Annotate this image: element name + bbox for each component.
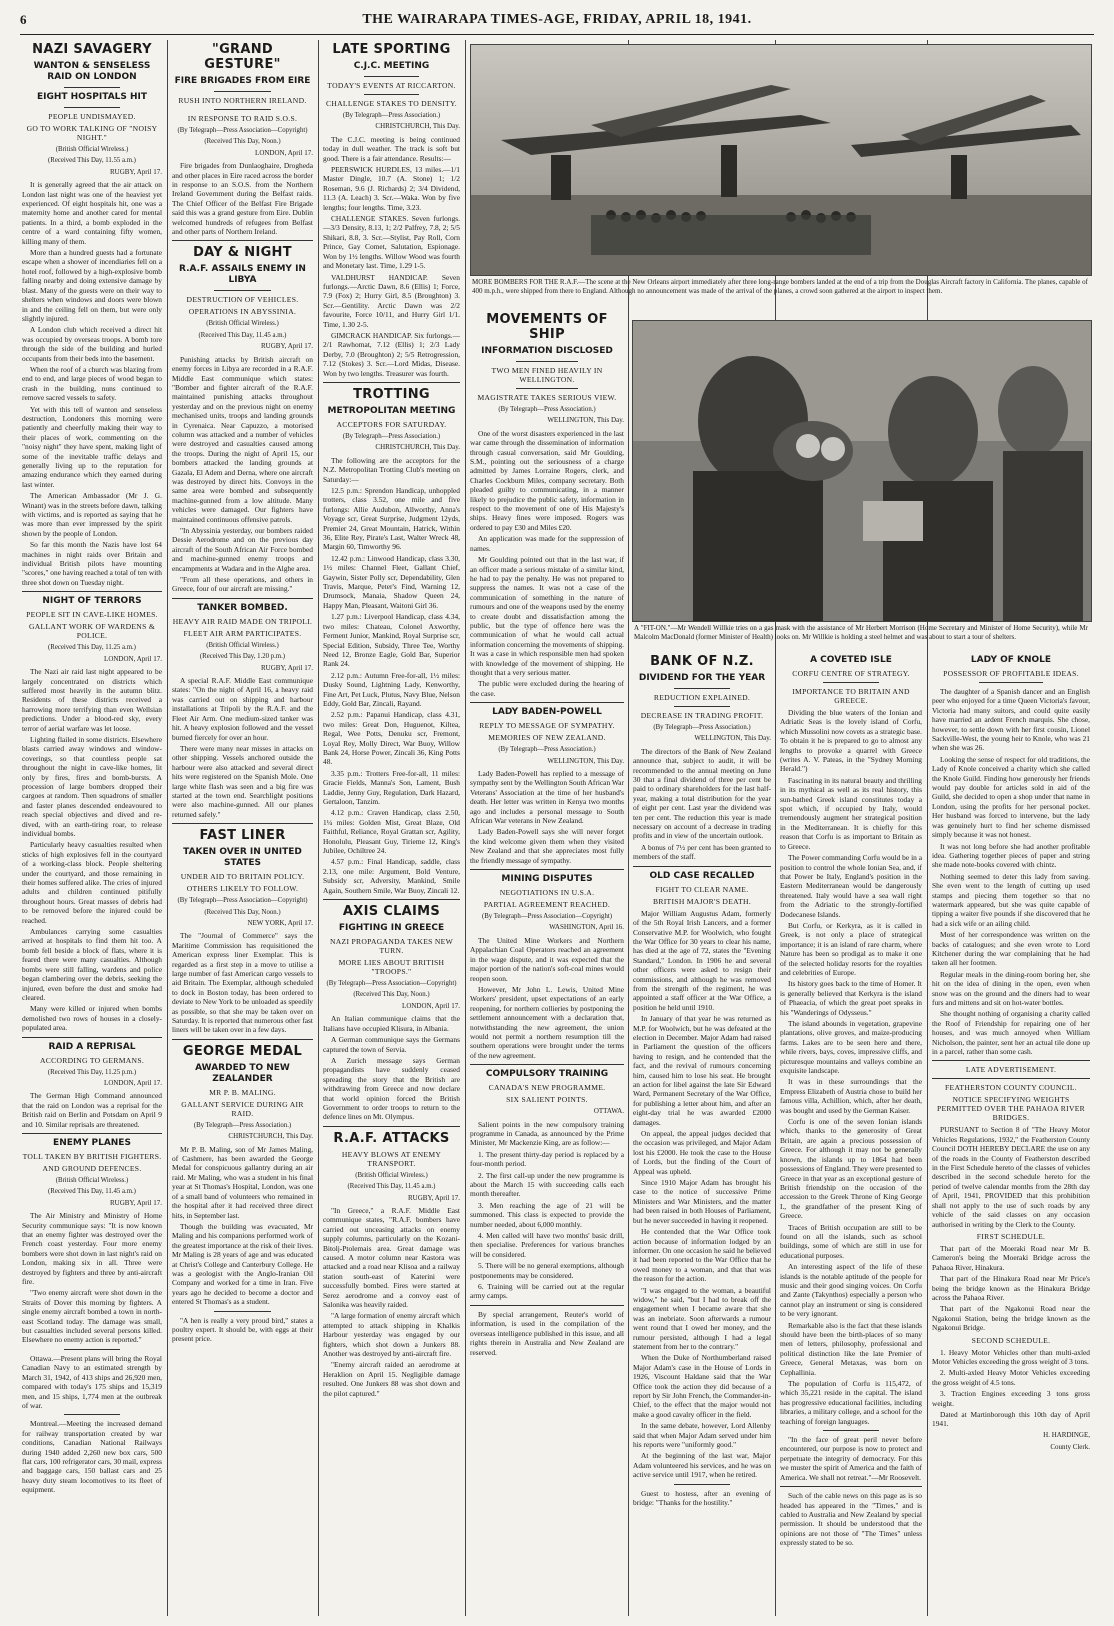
subhead: C.J.C. MEETING [353,61,430,71]
dateline: (Received This Day, 11.45 a.m.) [347,1183,436,1191]
paragraph: A Zurich message says German propagandists have suddenly ceased spreading the story that the British are withdrawing from Greece and now declare that world opinion forced the British Government to order troops to return to the defence lines on Mt. Olympus. [323,1055,460,1122]
column-5 [633,652,771,1616]
column-4 [470,310,624,1616]
dateline: RUGBY, April 17. [261,342,313,351]
paragraph: 3.35 p.m.: Trotters Free-for-all, 11 miles: Gracie Fields, Manna's Son, Lament, Bush Laddie, Jenny Guy, Regulation, Dark Hazard, Gertaloon, Tanzim. [323,768,460,806]
subhead: NAZI PROPAGANDA TAKES NEW TURN. [329,937,454,956]
subhead: HEAVY BLOWS AT ENEMY TRANSPORT. [341,1149,442,1168]
paragraph: An application was made for the suppression of names. [470,534,624,553]
dateline: (By Telegraph—Press Association—Copyright) [481,913,613,921]
paragraph: Corfu is one of the seven Ionian islands which, thanks to the generosity of Great Britain, are again a precious possession of Greece. For although it may not be generally known, the islands up to 1864 had been possessions of England. They were presented to Greece in that year as an exceptional gesture of British friendship on the occasion of the accession to the Greek Throne of King George I., the grandfather of the present King of Greece. [780,1117,922,1221]
paragraph: "A large formation of enemy aircraft which attempted to attack shipping in Khalkis Harbour yesterday was engaged by our fighters, which shot down a Junkers 88. Another was destroyed by anti-aircraft fire. [323,1311,460,1359]
footnote: By special arrangement, Reuter's world of information, is used in the compilation of the overseas intelligence published in this issue, and all rights therein in Australia and New Zealand are reserved. [470,1309,624,1357]
subhead: METROPOLITAN MEETING [327,405,456,416]
subhead: TOLL TAKEN BY BRITISH FIGHTERS. [22,1151,162,1161]
headline-tanker-bombed: TANKER BOMBED. [197,602,288,613]
paragraph: "In Greece," a R.A.F. Middle East communique states, "R.A.F. bombers have carried out unceasing attacks on enemy supply columns, particularly on the Kozani-Bitolj-Ptolemais area. Great damage was caused. A motor column near Kastora was attacked and a road near Klisoa and a railway station south-east of Katerini were successfully bombed. Fires were started at Serez aerodrome and a convoy east of Salonika was heavily raided. [323,1205,460,1310]
subhead: INFORMATION DISCLOSED [481,346,613,356]
paragraph: Its history goes back to the time of Homer. It is generally believed that Kerkyra is the island of Phaeacia, of which the great poet speaks in his "Wanderings of Odysseus." [780,979,922,1017]
paragraph: Lighting flailed in some districts. Elsewhere blasts carried away windows and window-coverings, so that countless people sat throughout the night in cave-like homes, lit only by fires, fires and bomb-bursts. A procession of large bombers dropped their cargoes at random. Then squadrons of smaller and faster planes descended endeavoured to reach special objectives and dived and re-dived, with an earth-tiring roar, to release individual bombs. [22,734,162,838]
paragraph: In the same debate, however, Lord Allenby said that when Major Adam served under him his reports were "uniformly good." [633,1421,771,1450]
subhead: IMPORTANCE TO BRITAIN AND GREECE. [792,687,910,705]
paragraph: A bonus of 7½ per cent has been granted to members of the staff. [633,842,771,862]
paragraph: Though the building was evacuated, Mr Maling and his companions performed work of the greatest importance at the risk of their lives. Mr Maling is 28 years of age and was educated at Christ's College and Canterbury College. He was a geologist with the Anglo-Iranian Oil Company and worked for a time in Iran. Five years ago he decided to become a doctor and entered St Thomas's as a student. [172,1221,313,1307]
paragraph: 12.5 p.m.: Sprendon Handicap, unhoppled trotters, class 3.52, one mile and five furlongs: Allie Audubon, Allworthy, Anna's Voyage scr, Great Surprise, Judgment 12yds, Premier 24, Great Mountain, Hatrick, Within 36, Elite Rey, Pirate's Last, Walter Wreck 48, Margin 60, Timworthy 96. [323,486,460,552]
paragraph: An Italian communique claims that the Italians have occupied Klisura, in Albania. [323,1014,460,1033]
paragraph: A special R.A.F. Middle East communique states: "On the night of April 16, a heavy raid was carried out on shipping and harbour installations at Tripoli by the R.A.F. and the Fleet Air Arm. One medium-sized tanker was hit. A heavy explosion followed and the vessel burned fiercely for over an hour. [172,676,313,742]
subhead: GALLANT WORK OF WARDENS & POLICE. [28,622,156,641]
dateline: LONDON, April 17. [402,1001,460,1010]
dateline: CHRISTCHURCH, This Day. [375,443,460,452]
paragraph: 4.12 p.m.: Craven Handicap, class 2.50, 1¼ miles: Golden Mist, Great Blaze, Old Faithful, Reliance, Royal Grattan scr, Agility, Honolulu, Pleasant Guy, Tirieme 12, King's Jubilee, Ochiltree 24. [323,808,460,856]
race-result: GIMCRACK HANDICAP. Six furlongs.—2/1 Rawhomat, 7.12 (Ellis) 1; 2/3 Lady Derby, 7.0 (Broughton) 2; 5/5 Retrogression, 7.12 (Stokes) 3. Scr.—Lord Midas, Disease. Won by two lengths. Treasurer was fourth. [323,330,460,378]
paragraph: He contended that the War Office took action because of information lodged by an informer. On one occasion he said he believed it had been reported to the War Office that he owed money to a woman, and that that was the reason for the action. [633,1227,771,1284]
dateline: LONDON, April 17. [104,1078,162,1087]
headline-george-medal: GEORGE MEDAL [182,1043,303,1059]
paragraph: "I was engaged to the woman, a beautiful widow," he said, "but I had to break off the engagement when I became aware that she was an inebriate. Soon afterwards a rumour went round that I owed her money, and the rumour persisted, although I had a legal statement from her to the contrary." [633,1285,771,1351]
paragraph: Lady Baden-Powell has replied to a message of sympathy sent by the Wellington South African War Veterans' Association at the time of her husband's death. Her letter was written in Kenya two months ago and includes a personal message to South African War veterans in New Zealand. [470,769,624,826]
paragraph: But Corfu, or Kerkyra, as it is called in Greek, is not only a place of strategical importance; it is an island of rare charm, where Nature has been so prodigal as to make it one of the selected holiday resorts for the royalties and celebrities of Europe. [780,920,922,977]
column-1 [22,40,162,1616]
subhead: NEGOTIATIONS IN U.S.A. [499,888,595,898]
subhead: OTHERS LIKELY TO FOLLOW. [186,884,299,894]
paragraph: 4.57 p.m.: Final Handicap, saddle, class 2.13, one mile: Argument, Bold Venture, Subsidy scr, Adversity, Mankind, Smile Again, Southern Smile, War Buoy, Zincali 12. [323,857,460,895]
paragraph: However, Mr John L. Lewis, United Mine Workers' president, upset expectations of an early reopening, for northern collieries by postponing the settlement announcement with a declaration that, notwithstanding the new agreement, the union would not permit a northern resumption till the southern operations were brought under the terms of the new agreement. [470,984,624,1060]
paragraph: That part of the Hinakura Road near Mr Price's being the bridge known as the Hinakura Bridge across the Pahaoa River. [932,1274,1090,1302]
headline-nazi-savagery: NAZI SAVAGERY [32,42,152,57]
paragraph: 4. Men called will have two months' basic drill, then specialise. Preferences for various branches will be considered. [470,1231,624,1259]
headline-day-and-night: DAY & NIGHT [193,245,292,261]
dateline: NEW YORK, April 17. [247,918,313,927]
notice-title: FEATHERSTON COUNTY COUNCIL. [945,1083,1077,1093]
paragraph: 1. The present thirty-day period is replaced by a four-month period. [470,1149,624,1169]
subhead: FLEET AIR ARM PARTICIPATES. [183,628,302,638]
subhead: GALLANT SERVICE DURING AIR RAID. [181,1099,304,1118]
dateline: (Received This Day, Noon.) [353,991,430,999]
paragraph: In January of that year he was returned as M.P. for Woolwich, but he was defeated at the election in December. Major Adam had raised in Parliament the question of the officers having to resign, and he contended that the fact, and the revival of rumours concerning him, caused him to lose his seat. He brought an action for libel against the late Sir Edward Ward, Permanent Secretary of the War Office, for publishing a letter about him, and after an eight-day trial he was awarded £2000 damages. [633,1014,771,1127]
paragraph: The island abounds in vegetation, grapevine plantations, olive groves, and maize-producing farms. Lakes are to be seen here and there, while rivers, bays, coves, impressive cliffs, and picturesque mountains and valleys combine an exquisite landscape. [780,1019,922,1076]
subhead: R.A.F. ASSAILS ENEMY IN LIBYA [179,264,306,286]
headline-night-of-terrors: NIGHT OF TERRORS [42,596,142,607]
subhead: CANADA'S NEW PROGRAMME. [488,1083,606,1093]
paragraph: Mr P. B. Maling, son of Mr James Maling, of Cashmere, has been awarded the George Medal for conspicuous gallantry during an air raid. Mr Maling, who was a student in his final year at St Thomas's Hospital, London, was one of a small band of volunteers who remained in the hospital after it had received three direct hits, in September last. [172,1144,313,1220]
late-advertisement-label: LATE ADVERTISEMENT. [965,1065,1057,1075]
headline-enemy-planes: ENEMY PLANES [53,1137,131,1148]
race-result: VALDHURST HANDICAP. Seven furlongs.—Arctic Dawn, 8.6 (Ellis) 1; Force, 7.9 (Fox) 2; Hurry Girl, 8.5 (Broughton) 3. Scr.—Gentility. Arctic Dawn was 2/2 favourite, Force 10/11, and Hurry Girl 1/1. Time, 1.30 2-5. [323,272,460,329]
paragraph: An interesting aspect of the life of these islands is the notable aptitude of the people for music and their good singing voices. On Corfu and Zante (Takynthos) especially a person who cannot play an instrument or sing is considered to be very ignorant. [780,1262,922,1319]
dateline: (Received This Day, 11.45 a.m.) [48,1188,136,1196]
race-result: CHALLENGE STAKES. Seven furlongs.—3/3 Density, 8.13, 1; 2/2 Palfrey, 7.8, 2; 5/5 Shikari, 8.8, 3. Scr.—Stylist, Pay Roll, Corn Prince, Gay Comet, Salutation, Espionage. Won by 1½ lengths. Willow Wood was fourth and Monetary last. Time, 1.29 1-5. [323,214,460,271]
headline-movements-of-ship: MOVEMENTS OF SHIP [486,312,608,342]
paragraph: Fire brigades from Dunlaoghaire, Drogheda and other places in Eire raced across the border in response to an S.O.S. from the Northern Ireland Government during the Belfast raids. The Chief Officer of the Belfast Fire Brigade said this was a grand gesture from Eire. Dublin welcomed hundreds of refugees from Belfast and other parts of Northern Ireland. [172,161,313,237]
paragraph: Major William Augustus Adam, formerly of the 5th Royal Irish Lancers, and a former Conservative M.P. for Woolwich, who fought the War Office for 30 years to clear his name, has died at the age of 72, states the "Evening Standard," London. In 1906 he and several other officers were asked to resign their commissions, and although he was removed from the strength of the regiment, he was appointed a staff officer at the War Office, a position he held until 1910. [633,908,771,1012]
dateline: RUGBY, April 17. [110,167,162,176]
subhead: IN RESPONSE TO RAID S.O.S. [187,114,298,123]
dateline: CHRISTCHURCH, This Day. [375,122,460,131]
paragraph: The directors of the Bank of New Zealand announce that, subject to audit, it will be recommended to the annual meeting on June 30 that a final dividend of three per cent be paid to ordinary shareholders for the last half-year, making a total distribution for the year of eight per cent. Last year the dividend was ten per cent. The reduction this year is made necessary on account of a decrease in trading profits and in view of the uncertain outlook. [633,746,771,841]
dateline: RUGBY, April 17. [110,1198,162,1207]
subhead: DECREASE IN TRADING PROFIT. [640,711,764,720]
subhead: WANTON & SENSELESS RAID ON LONDON [33,61,151,82]
column-rule [167,40,168,1616]
photo-caption: MORE BOMBERS FOR THE R.A.F.—The scene at the New Orleans airport immediately after three long-range bombers landed at the end of a trip from the Douglas Aircraft factory in California. The planes, capable of 400 m.p.h., were shipped from there to England. Although no announcement was made of the arrival of the planes, a crowd soon gathered at the airport to inspect them. [472,278,1088,295]
headline-raid-a-reprisal: RAID A REPRISAL [48,1041,136,1052]
paragraph: Ambulances carrying some casualties arrived at hospitals to find them hit too. A bomb fell beside a block of flats, where it is feared there were many casualties. Although bombs were still falling, wardens and police began clambering over the debris, seeking the injured, even before the dust and smoke had cleared. [22,927,162,1002]
photo2.name [632,320,1092,622]
paragraph: The Air Ministry and Ministry of Home Security communique says: "It is now known that an enemy fighter was destroyed over the French coast yesterday. Four more enemy bombers were shot down in last night's raid on London, making six in all. Three were destroyed by fighters and three by anti-aircraft fire. [22,1211,162,1287]
paragraph: Lady Baden-Powell says she will never forget the kind welcome given them when they visited New Zealand and that she appreciates most fully the friendly message of sympathy. [470,827,624,865]
dateline: (British Official Wireless.) [55,146,129,153]
paragraph: So far this month the Nazis have lost 64 machines in night raids over Britain and individual British pilots have mounting "scores," one having reached a total of ten with three shot down on Tuesday night. [22,540,162,587]
dateline: (Received This Day, 11.25 a.m.) [48,644,136,652]
paragraph: More than a hundred guests had a fortunate escape when a shower of incendiaries fell on a hotel roof, followed by a high-explosive bomb falling nearby and doing extensive damage by blast. Many of the guests were on their way to shelters when windows and doors were blown in and the ceiling fell on them, but were only slightly injured. [22,248,162,323]
paragraph: On appeal, the appeal judges decided that the occasion was privileged, and Major Adam lost his £2000. He took the case to the House of Lords, but the finding of the Court of Appeal was upheld. [633,1129,771,1176]
subhead: MR P. B. MALING. [209,1087,276,1097]
subhead: TODAY'S EVENTS AT RICCARTON. [327,81,456,90]
dateline: (British Official Wireless.) [55,1176,129,1184]
paragraph: A London club which received a direct hit was occupied by overseas troops. A bomb tore through the side of the building and hurled occupants from their beds into the basement. [22,325,162,363]
paragraph: Dividing the blue waters of the Ionian and Adriatic Seas is the lovely island of Corfu, which Mussolini now covets as a strategic base. To obtain it he is prepared to go to almost any lengths to provoke a quarrel with Greece (writes A. V. Pateas, in the "Sydney Morning Herald.") [780,708,922,774]
paragraph: The daughter of a Spanish dancer and an English peer who enjoyed for a time Queen Victoria's favour, Victoria had many suitors, and could quite easily have married an ardent French marquis. She chose, however, to settle down with her first cousin, Lionel Sackville-West, the young heir to Knole, who was 21 when she was 26. [932,687,1090,753]
subhead: POSSESSOR OF PROFITABLE IDEAS. [943,669,1079,678]
paragraph: Dated at Martinborough this 10th day of April 1941. [932,1410,1090,1429]
dateline: LONDON, April 17. [104,654,162,663]
paragraph: 3. Men reaching the age of 21 will be summoned. This class is expected to provide the number needed, about 6,000 monthly. [470,1200,624,1229]
paragraph: The "Journal of Commerce" says the Maritime Commission has requisitioned the American express liner Exemplar. This is regarded as a first step in a move to utilise a large number of fast American cargo vessels to aid Britain. The Exemplar, although scheduled to dock in Boston today, has been ordered to deviate to New York to be unloaded as speedily as possible, so that she may be taken over on Saturday. It is reported that numerous other fast liners will be taken over in a few days. [172,931,313,1035]
subhead: TWO MEN FINED HEAVILY IN WELLINGTON. [491,366,603,384]
headline-lady-baden-powell: LADY BADEN-POWELL [492,707,602,718]
paragraph: The American Ambassador (Mr J. G. Winant) was in the streets before dawn, talking with victims, and is reported as saying that he was more than ever impressed by the spirit shown by the people of London. [22,491,162,538]
dateline: (By Telegraph—Press Association.) [498,746,596,754]
headline-bank-of-nz: BANK OF N.Z. [650,654,754,669]
paragraph: Since 1910 Major Adam has brought his case to the notice of successive Prime Ministers and War Ministers, and the matter had been raised in both Houses of Parliament, but he never succeeded in having it reopened. [633,1178,771,1225]
subhead: HEAVY AIR RAID MADE ON TRIPOLI. [172,616,313,626]
dateline: (By Telegraph—Press Association.) [342,432,441,440]
column-rule [628,40,629,1616]
race-result: PEERSWICK HURDLES, 13 miles.—1/1 Master Dingle, 10.7 (A. Stone) 1; 1/2 Roseman, 9.6 (J. Richards) 2; 3/4 Dividend, 11.3 (A. Leach) 3. Scr.—Waka. Won by five lengths; four lengths. Time, 3.23. [323,165,460,212]
paragraph: Nothing seemed to deter this lady from saving. She even went to the length of cutting up used stamps and piecing them together so that no watermark appeared, but she was quite capable of tipping a waiter five pounds if she discovered that he had a sick wife or an ailing child. [932,871,1090,928]
paragraph: "In Abyssinia yesterday, our bombers raided Dessie Aerodrome and on the previous day aircraft of the South African Air Force bombed and machine-gunned enemy troops and encampments at Wadara and in the Alghe area. [172,526,313,573]
paragraph: 2. Multi-axled Heavy Motor Vehicles exceeding the gross weight of 4.5 tons. [932,1368,1090,1387]
dateline: LONDON, April 17. [255,148,313,157]
column-rule [775,40,776,1616]
paragraph: PURSUANT to Section 8 of "The Heavy Motor Vehicles Regulations, 1932," the Featherston County Council DOTH HEREBY DECLARE the use on any of the roads in the County of Featherston described in the First Schedule hereto of the classes of vehicles described in the second schedule hereto for the period of twelve calendar months from the 28th day of April, 1941, PROVIDED that this prohibition shall not apply to the use of such roads by any vehicle of the said classes on any occasion authorised in writing by the Clerk to the County. [932,1125,1090,1229]
paragraph: Montreal.—Meeting the increased demand for railway transportation created by war conditions, Canadian National Railways during 1940 added 2,260 new box cars, 500 flat cars, 100 refrigerator cars, 30 mail, express and baggage cars, 150 ballast cars and 25 heavy duty steam locomotives to its fleet of equipment. [22,1419,162,1495]
column-rule [318,40,319,1616]
subhead: ACCEPTORS FOR SATURDAY. [336,419,447,429]
dateline: (Received This Day, 1.20 p.m.) [199,653,286,661]
subhead: EIGHT HOSPITALS HIT [36,92,148,102]
paragraph: It is generally agreed that the air attack on London last night was one of the heaviest yet experienced. Of eight hospitals hit, one was a maternity home and another cared for mental patients. In a third, a bomb exploded in the centre of a ward containing fifty women, killing many of them. [22,180,162,246]
paragraph: That part of the Moeraki Road near Mr B. Cameron's being the Moeraki Bridge across the Pahaoa River, Hinakura. [932,1243,1090,1272]
paragraph: The Nazi air raid last night appeared to be largely concentrated on districts which suffered most heavily in the autumn blitz. Residents of these districts received a harrowing more terrifying than even Wellsian predictions. Under a blood-red sky, every terror of aerial warfare was let loose. [22,667,162,733]
paragraph: Remarkable also is the fact that these islands should have been the birth-places of so many men of letters, philosophy, professional and political distinction like the late Premier of Greece, General Metaxas, was born on Cephallinia. [780,1320,922,1377]
paragraph: "From all these operations, and others in Greece, four of our aircraft are missing." [172,575,313,594]
headline-grand-gesture: "GRAND GESTURE" [204,42,281,72]
paragraph: The public were excluded during the hearing of the case. [470,679,624,698]
subhead: CHALLENGE STAKES TO DENSITY. [326,99,457,108]
signature-title: County Clerk. [1050,1443,1090,1452]
subhead: REPLY TO MESSAGE OF SYMPATHY. [479,721,615,731]
dateline: (By Telegraph—Press Association—Copyright) [177,127,308,134]
paragraph: The Power commanding Corfu would be in a position to control the whole Ionian Sea, and, if that Power be Italy, England's position in the Eastern Mediterranean would be dangerously threatened. Italy would have a sea wall right from the Adriatic to the strongly-fortified Dodecanese Islands. [780,853,922,919]
dateline: (By Telegraph—Press Association.) [193,1121,292,1129]
quote: "In the face of great peril never before encountered, our purpose is now to protect and perpetuate the integrity of democracy. For this we muster the spirit of America and the faith of America. We shall not retreat."—Mr Roosevelt. [780,1435,922,1482]
paragraph: It was in these surroundings that the Empress Elizabeth of Austria chose to build her famous villa, Achillion, which, after her death, was bought and used by the German Kaiser. [780,1077,922,1115]
dateline: RUGBY, April 17. [408,1193,460,1202]
dateline: (Received This Day, 11.55 a.m.) [48,157,136,165]
subhead: ACCORDING TO GERMANS. [39,1055,145,1065]
paragraph: "Enemy aircraft raided an aerodrome at Heraklion on April 15. Negligible damage resulted. One Junkers 88 was shot down and the pilot captured." [323,1360,460,1398]
dateline: (By Telegraph—Press Association.) [653,724,751,731]
dateline: (By Telegraph—Press Association.) [342,112,441,119]
paragraph: When the Duke of Northumberland raised Major Adam's case in the House of Lords in 1926, Viscount Haldane said that the War Office took the action they did because of a report by Sir John French, the Commander-in-Chief, to the effect that the major would not make a good cavalry officer in the field. [633,1353,771,1419]
newspaper-title: THE WAIRARAPA TIMES-AGE, FRIDAY, APRIL 18, 1941. [362,12,752,27]
headline-old-case-recalled: OLD CASE RECALLED [649,870,755,881]
paragraph: Particularly heavy casualties resulted when sticks of high explosives fell in the courtyard of a working-class block. People sheltering under the courtyard, and those remaining in their homes suffered alike. The cries of injured adults and children continued pitifully throughout hours. Great masses of debris had to be removed before the injured could be reached. [22,840,162,925]
paragraph: It was not long before she had another profitable idea. Gathering together pieces of paper and string she made note-books covered with chintz. [932,841,1090,870]
paragraph: Salient points in the new compulsory training programme in Canada, as announced by the Prime Minister, Mr Mackenzie King, are as follow:— [470,1119,624,1148]
subhead: PEOPLE SIT IN CAVE-LIKE HOMES. [26,610,158,620]
notice-subhead: NOTICE SPECIFYING WEIGHTS PERMITTED OVER THE PAHAOA RIVER BRIDGES. [936,1095,1086,1123]
column-2 [172,40,313,1616]
paragraph: She thought nothing of organising a charity called the Roof of Friendship for repairing one of her houses, and was much annoyed when William Nicholson, the painter, sent her an actual tile done up in a parcel, rather than some cash. [932,1009,1090,1057]
paragraph: The population of Corfu is 115,472, of which 35,221 reside in the capital. The island has progressive educational facilities, including libraries, a military college, and a school for the teaching of foreign languages. [780,1379,922,1426]
headline-compulsory-training: COMPULSORY TRAINING [485,1069,609,1080]
dateline: (Received This Day, Noon.) [204,908,281,916]
subhead: PEOPLE UNDISMAYED. [48,112,136,121]
dateline: (By Telegraph—Press Association—Copyright) [326,980,457,988]
dateline: CHRISTCHURCH, This Day. [228,1132,313,1141]
subhead: REDUCTION EXPLAINED. [653,693,751,702]
paragraph: Many were killed or injured when bombs demolished two rows of houses in a closely-populated area. [22,1004,162,1033]
subhead: AWARDED TO NEW ZEALANDER [195,1062,290,1084]
paragraph: Fascinating in its natural beauty and thrilling in its mythical as well as its real history, this sun-bathed Greek island constitutes today a spot which, if occupied by Italy, would tremendously augment her strategical position in the Mediterranean. It is chiefly for this reason that Corfu is as important to Britain as to Greece. [780,775,922,851]
paragraph: When the roof of a church was blazing from end to end, and large pieces of wood began to crash in the building, nuns continued to remove sacred vessels to safety. [22,364,162,403]
photo-caption: A "FIT-ON."—Mr Wendell Willkie tries on a gas mask with the assistance of Mr Herbert Morrison (Home Secretary and Minister of Home Security), while Mr Malcolm MacDonald (former Minister of Health) looks on. Mr Willkie is holding a steel helmet and was about to start a tour of shelters. [634,624,1088,641]
subhead: SIX SALIENT POINTS. [506,1095,588,1105]
paragraph: 12.42 p.m.: Linwood Handicap, class 3.30, 1½ miles: Channel Fleet, Gallant Chief, Gaywin, Sister Polly scr, Dependability, Glen Travis, Marque, Peter's Find, Warning 12, Drumsock, Manaia, Shadow Queen 24, Happy Man, Pleasant, Waitoni Girl 36. [323,553,460,610]
paragraph: 2.12 p.m.: Autumn Free-for-all, 1½ miles: Dusky Sound, Lightning Lady, Kenworthy, Fine Art, Pet Luck, Plutus, Navy Blue, Nelson Eddy, Gold Bar, Zincali, Rayand. [323,670,460,708]
paragraph: That part of the Ngakonui Road near the Ngakonui Station, being the bridge known as the Ngakonui Bridge. [932,1304,1090,1333]
dateline: (Received This Day, 11.25 p.m.) [47,1068,137,1076]
paragraph: Yet with this tell of wanton and senseless destruction, Londoners this morning were patiently and cheerfully making their way to their places of work, commenting on the "noisy night" they have spent, making light of some of the inevitable traffic delays and generally living up to the reputation for amazing endurance which they earned during last winter. [22,404,162,489]
subhead: MEMORIES OF NEW ZEALAND. [488,733,606,743]
headline-fast-liner: FAST LINER [199,828,286,844]
subhead: DIVIDEND FOR THE YEAR [638,673,766,683]
paragraph: One of the worst disasters experienced in the last war came through the dissemination of information through casual conversation, said Mr Goulding, S.M., pointing out the seriousness of a charge admitted by James Lorraine Rogers, clerk, and Charles Cockburn Miles, company secretary. Both pleaded guilty to communicating, in a manner likely to prejudice the public safety, information in respect to the movement of one of His Majesty's ships. Heavy fines were imposed. Rogers was ordered to pay £30 and Miles £20. [470,428,624,532]
subhead: GO TO WORK TALKING OF "NOISY NIGHT." [26,124,158,142]
paragraph: "A hen is really a very proud bird," states a poultry expert. It should be, with eggs at their present price. [172,1315,313,1344]
column-7 [932,652,1090,1616]
subhead: FIRE BRIGADES FROM EIRE [174,76,311,86]
paragraph: Traces of British occupation are still to be found on all the islands, such as school buildings, some of which are still in use for educational purposes. [780,1222,922,1260]
paragraph: The following are the acceptors for the N.Z. Metropolitan Trotting Club's meeting on Saturday:— [323,455,460,484]
paragraph: 2.52 p.m.: Papanui Handicap, class 4.31, two miles: Great Don, Huguenot, Kiltea, Regal, Wee Potts, Denuku scr, Fremont, Loyal Rey, Molly Direct, War Buoy, Willow Bank 24, Horse Power, Zincali 36, King Potts 48. [323,710,460,767]
paragraph: 1.27 p.m.: Liverpool Handicap, class 4.34, two miles: Chateau, Colonel Axworthy, Ferment Junior, Mankind, Royal Surprise scr, Special Edition, Subsidy, Three Tee, Worthy Need 12, Bronze Eagle, Gold Bar, Superior Rank 24. [323,612,460,669]
subhead: FIGHT TO CLEAR NAME. [655,884,749,894]
paragraph: At the beginning of the last war, Major Adam volunteered his services, and he was on active service until 1917, when he retired. [633,1451,771,1480]
paragraph: Punishing attacks by British aircraft on enemy forces in Libya are recorded in a R.A.F. Middle East communique which states: "Bomber and fighter aircraft of the R.A.F. maintained punishing attacks throughout yesterday and on the previous night on enemy mechanised units, troops and landing grounds in Cyrenaica. Near Capuzzo, a motorised column was attacked and a number of vehicles were destroyed and casualties caused among the troops. During the night of April 15, our bombers attacked the landing grounds at Gazala, El Adem and Derna, where one aircraft was destroyed by direct hits. Convoys in the same area were bombed and subsequently machine-gunned from a low altitude. Many vehicles were damaged. Our fighters have maintained continuous offensive patrols. [172,354,313,524]
subhead: CORFU CENTRE OF STRATEGY. [792,669,910,678]
subhead: BRITISH MAJOR'S DEATH. [652,896,752,906]
paragraph: Looking the sense of respect for old traditions, the Lady of Knole conceived a charity which she called the Knole Guild. Finding how generously her friends would pay double for articles sold in aid of the Guild, she decided to open a shop under that name in London, using the profits for her personal pocket. Her husband was forced to intervene, but the lady was genuinely hurt to find her scheme dismissed simply because it was not honest. [932,754,1090,840]
paragraph: Ottawa.—Present plans will bring the Royal Canadian Navy to an estimated strength by March 31, 1942, of 413 ships and 26,920 men, compared with today's 175 ships and 15,319 men, and 15 ships, 1,774 men at the outbreak of war. [22,1353,162,1410]
dateline: (British Official Wireless.) [206,641,279,649]
dateline: (British Official Wireless.) [206,320,279,328]
paragraph: 5. There will be no general exemptions, although postponements may be considered. [470,1261,624,1280]
paragraph: Most of her correspondence was written on the backs of catalogues; and she even wrote to Lord Kitchener during the war complaining that he had taken all her footmen. [932,930,1090,968]
subhead: OPERATIONS IN ABYSSINIA. [188,307,297,317]
column-rule [927,40,928,1616]
subhead: DESTRUCTION OF VEHICLES. [186,295,299,305]
subhead: RUSH INTO NORTHERN IRELAND. [178,96,307,105]
paragraph: Guest to hostess, after an evening of bridge: "Thanks for the hostility." [633,1488,771,1508]
headline-lady-of-knole: LADY OF KNOLE [970,655,1052,665]
dateline: OTTAWA. [593,1107,624,1116]
dateline: WELLINGTON, This Day. [547,416,624,425]
headline-late-sporting: LATE SPORTING [332,42,451,57]
subhead: AND GROUND DEFENCES. [42,1163,142,1173]
footnote: Such of the cable news on this page as is so headed has appeared in the "Times," and is cabled to Australia and New Zealand by special permission. It should be understood that the opinions are not those of "The Times" unless expressly stated to be so. [780,1491,922,1548]
paragraph: 1. Heavy Motor Vehicles other than multi-axled Motor Vehicles exceeding the gross weight of 3 tons. [932,1347,1090,1366]
paragraph: The United Mine Workers and Northern Appalachian Coal Operators reached an agreement in the wage dispute, and it was expected that the major portion of the nation's soft-coal mines would reopen soon. [470,935,624,983]
headline-raf-attacks: R.A.F. ATTACKS [333,1130,450,1146]
column-6 [780,652,922,1616]
paragraph: The German High Command announced that the raid on London was a reprisal for the British raid on Berlin and Potsdam on April 9 and 10. Similar reprisals are threatened. [22,1091,162,1129]
paragraph: 2. The first call-up under the new programme is about the March 15 with succeeding calls each month thereafter. [470,1170,624,1199]
paragraph: 6. Training will be carried out at the regular army camps. [470,1282,624,1301]
subhead: MAGISTRATE TAKES SERIOUS VIEW. [477,393,617,402]
page-number: 6 [20,12,27,27]
headline-trotting: TROTTING [353,386,430,402]
dateline: (Received This Day, Noon.) [204,138,281,146]
headline-mining-disputes: MINING DISPUTES [501,874,593,885]
paragraph: A German communique says the Germans captured the town of Servia. [323,1035,460,1054]
headline-a-coveted-isle: A COVETED ISLE [810,655,892,665]
subhead: PARTIAL AGREEMENT REACHED. [483,900,611,910]
subhead: FIGHTING IN GREECE [338,923,445,934]
dateline: WELLINGTON, This Day. [694,734,771,743]
willkie-photo-image [633,321,1091,621]
schedule-heading: FIRST SCHEDULE. [976,1231,1046,1241]
paragraph: Mr Goulding pointed out that in the last war, if an officer made a serious mistake of a similar kind, he had to pay the penalty. He was not prepared to suppress the names. It was not a case of the communication of something in the nature of rumours and one of the weapons used by the enemy to create doubt and dissatisfaction among the public, but the type of offence here was the communication of what he would call actual information concerning the movements of shipping. It was a case in which responsible men had spoken with knowledge of the movement of shipping. He thought that a very serious matter. [470,555,624,677]
dateline: (British Official Wireless.) [355,1171,428,1179]
paragraph: Regular meals in the dining-room boring her, she hit on the idea of dining in the open, even when snow was on the ground and the diners had to wear furs and mittens and sit on hot-water bottles. [932,969,1090,1007]
dateline: (By Telegraph—Press Association—Copyright) [177,897,308,905]
signature: H. HARDINGE, [1043,1430,1090,1439]
subhead: TAKEN OVER IN UNITED STATES [183,847,302,869]
paragraph: "Two enemy aircraft were shot down in the Straits of Dover this morning by fighters. A single enemy aircraft bombed a town in north-east Scotland today. The damage was small, but casualties included several persons killed. Elsewhere no enemy action is reported." [22,1288,162,1345]
subhead: MORE LIES ABOUT BRITISH "TROOPS." [338,958,445,977]
subhead: UNDER AID TO BRITAIN POLICY. [180,872,305,882]
dateline: (By Telegraph—Press Association.) [498,406,596,413]
paragraph: The C.J.C. meeting is being continued today in dull weather. The track is soft but good. There is a fair attendance. Results:— [323,134,460,163]
column-rule [465,40,466,1616]
dateline: RUGBY, April 17. [261,663,313,672]
dateline: (Received This Day, 11.45 a.m.) [198,331,287,339]
masthead [20,6,1094,35]
photo1.name [470,44,1092,276]
headline-axis-claims: AXIS CLAIMS [342,904,441,920]
bombers-photo-image [471,45,1091,275]
paragraph: 3. Traction Engines exceeding 3 tons gross weight. [932,1389,1090,1408]
dateline: WASHINGTON, April 16. [549,923,624,932]
schedule-heading: SECOND SCHEDULE. [971,1335,1051,1345]
paragraph: There were many near misses in attacks on other shipping. Vessels anchored outside the harbour were also attacked and several direct hits were registered on the Spanish Mole. One large white flash was seen and a big fire was started at the town end. Searchlight positions were also machine-gunned. All our planes returned safely." [172,743,313,819]
dateline: WELLINGTON, This Day. [547,756,624,765]
column-3 [323,40,460,1616]
